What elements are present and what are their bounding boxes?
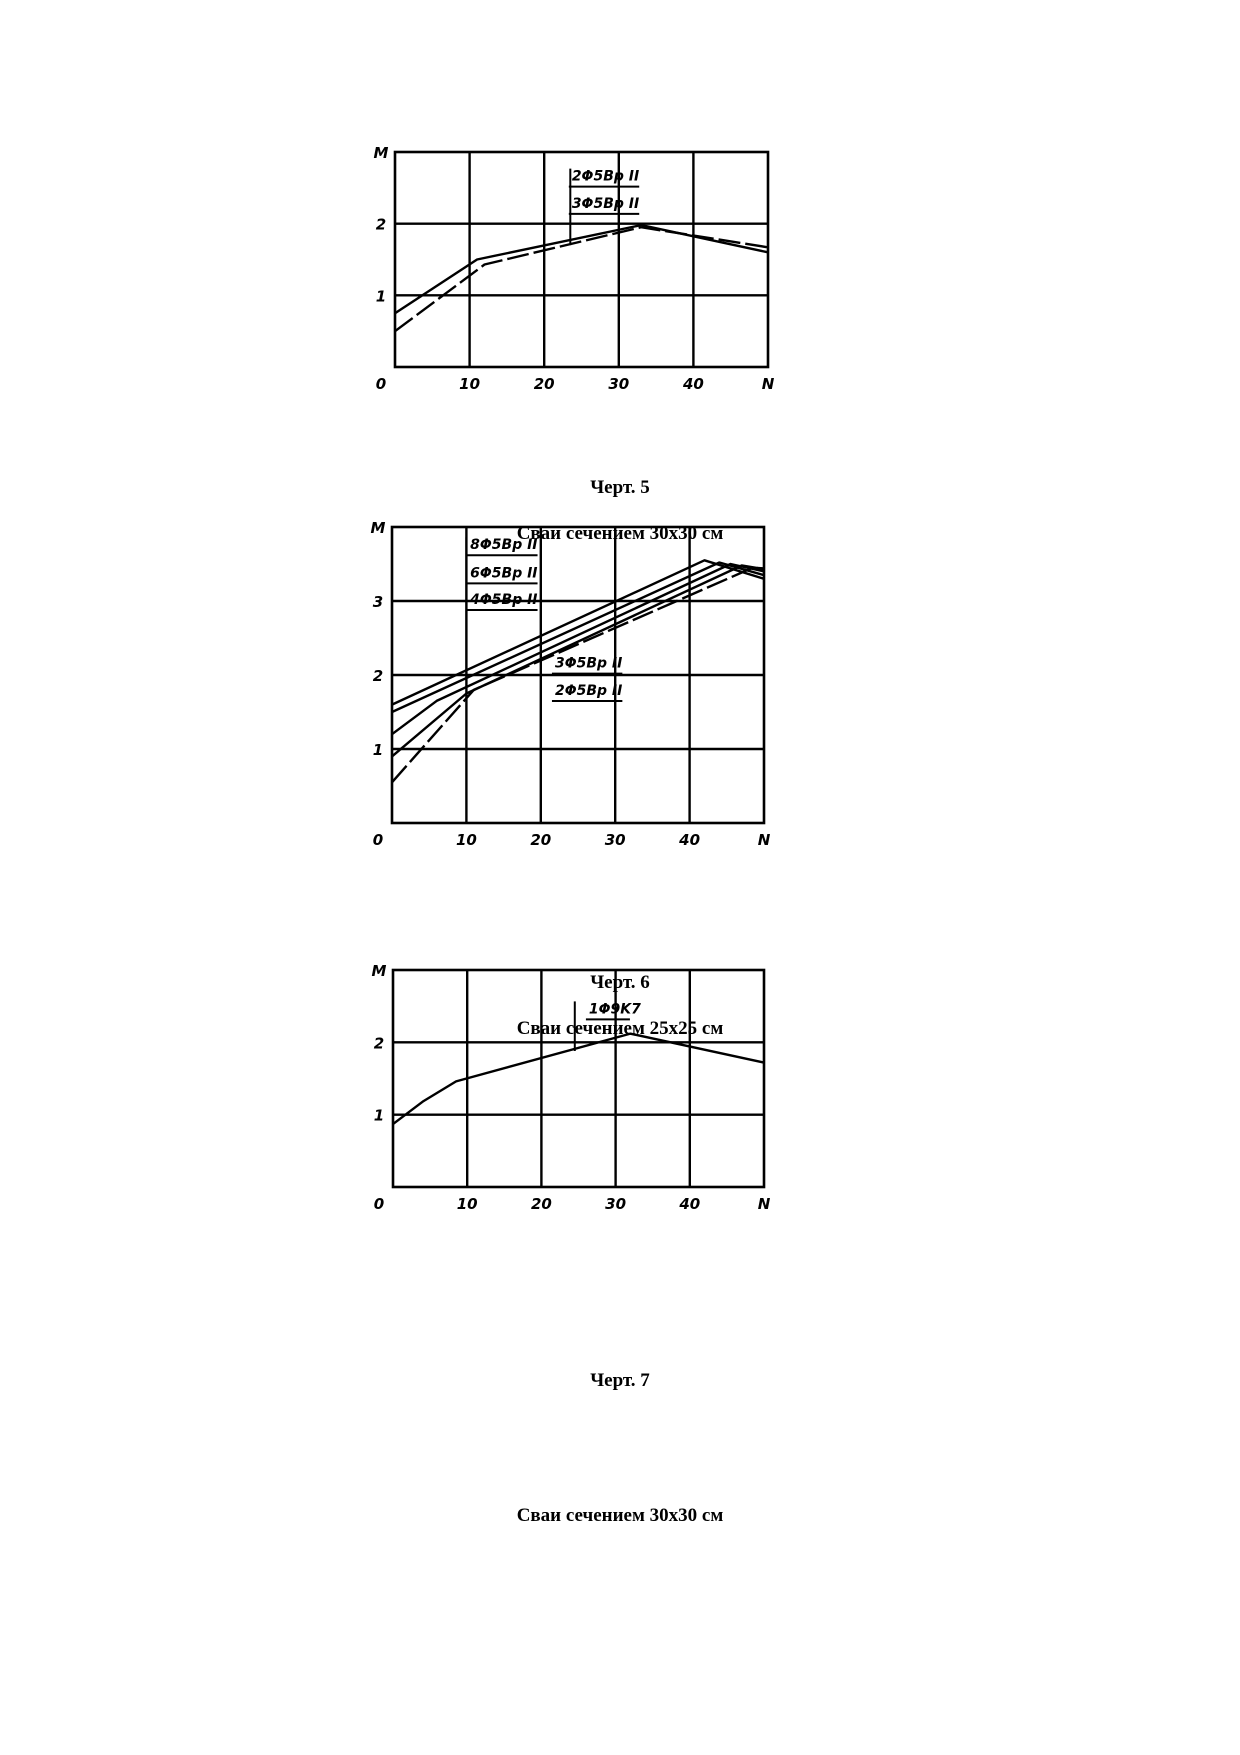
series-label: 4Φ5Bp II: [470, 591, 538, 608]
x-tick-label: N: [757, 831, 771, 849]
x-tick-label: 40: [679, 831, 701, 849]
series-label: 8Φ5Bp II: [470, 537, 538, 554]
caption-chart-6: Черт. 6: [590, 972, 650, 993]
y-tick-label: 2: [373, 1034, 385, 1053]
x-tick-label: N: [757, 1195, 771, 1213]
x-tick-label: 30: [604, 831, 626, 849]
x-tick-label: N: [761, 375, 775, 393]
series-label: 6Φ5Bp II: [470, 565, 538, 582]
series-label: 3Φ5Bp II: [571, 195, 640, 212]
x-tick-label: 30: [608, 375, 630, 393]
x-tick-label: 30: [605, 1195, 627, 1213]
section-heading-next-30x30: Сваи сечением 30х30 см: [516, 1505, 724, 1526]
x-tick-label: 20: [533, 375, 555, 393]
x-tick-label: 10: [455, 831, 477, 849]
x-tick-label: 0: [373, 1195, 385, 1213]
y-tick-label: 1: [375, 287, 387, 306]
x-tick-label: 20: [530, 1195, 552, 1213]
series-label: 3Φ5Bp II: [554, 655, 623, 672]
y-tick-label: M: [371, 962, 387, 980]
x-tick-label: 0: [375, 375, 387, 393]
x-tick-label: 20: [530, 831, 552, 849]
x-tick-label: 10: [459, 375, 481, 393]
series-line-1-9k7: [393, 1034, 764, 1124]
series-label: 2Φ5Bp II: [554, 682, 623, 699]
section-heading-30x30: Сваи сечением 30х30 см: [516, 523, 724, 544]
x-tick-label: 40: [679, 1195, 701, 1213]
y-tick-label: 2: [372, 667, 384, 685]
y-tick-label: 1: [373, 1106, 385, 1125]
y-tick-label: 3: [372, 593, 384, 611]
y-tick-label: M: [373, 144, 389, 162]
x-tick-label: 0: [372, 831, 384, 849]
section-heading-25x25: Сваи сечением 25х25 см: [516, 1018, 724, 1039]
series-label: 2Φ5Bp II: [571, 168, 640, 185]
plot-frame: [393, 970, 764, 1187]
y-tick-label: M: [370, 519, 386, 537]
series-label: 1Φ9K7: [588, 1001, 641, 1018]
caption-chart-5: Черт. 5: [590, 477, 650, 498]
caption-chart-7: Черт. 7: [590, 1370, 650, 1391]
x-tick-label: 40: [682, 375, 704, 393]
y-tick-label: 2: [375, 215, 387, 234]
grid: [393, 970, 764, 1187]
y-tick-label: 1: [372, 741, 384, 759]
x-tick-label: 10: [456, 1195, 478, 1213]
